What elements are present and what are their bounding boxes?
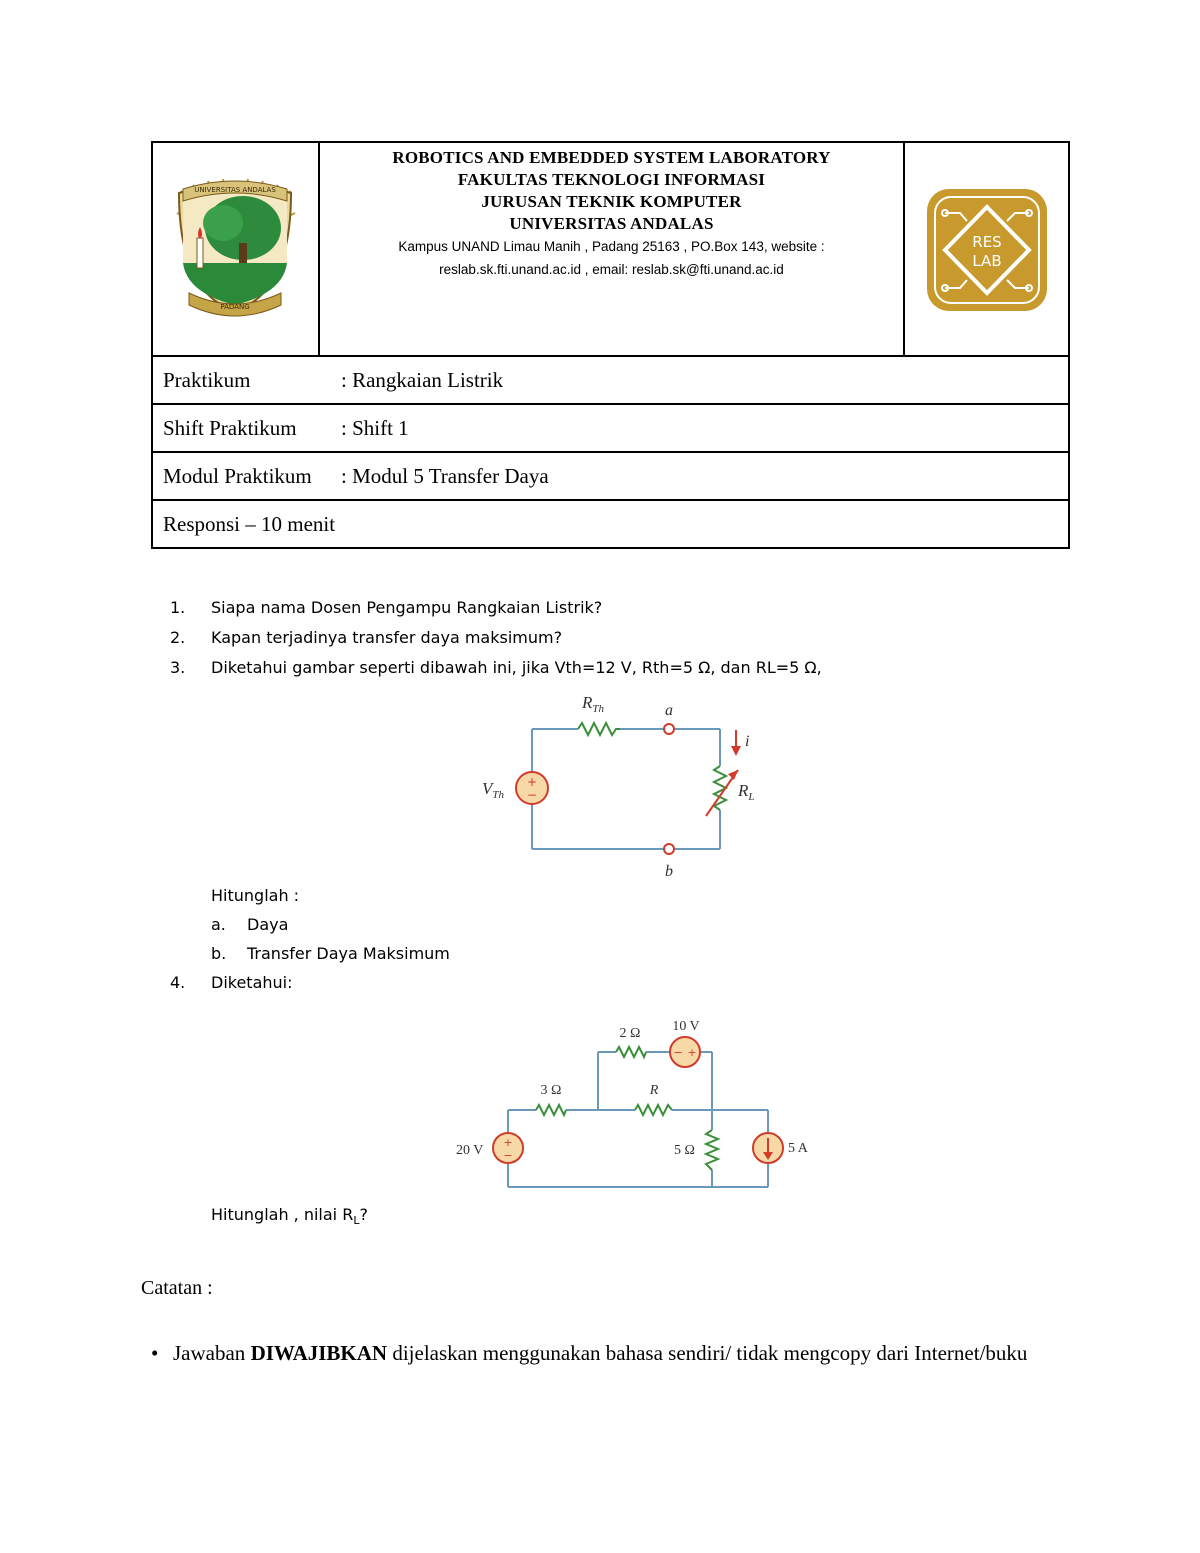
current-label: i — [745, 733, 750, 750]
faculty-name: FAKULTAS TEKNOLOGI INFORMASI — [457, 170, 766, 189]
r2-label: 2 Ω — [619, 1026, 641, 1041]
circuit-2 — [450, 1012, 830, 1197]
department-name: JURUSAN TEKNIK KOMPUTER — [481, 192, 742, 211]
reslab-logo-cell — [904, 142, 1069, 356]
current-arrow-icon — [731, 746, 741, 756]
minus-sign: − — [503, 1149, 513, 1162]
v10-label: 10 V — [672, 1019, 700, 1034]
notes-title: Catatan : — [141, 1277, 213, 1299]
logo-top-text: UNIVERSITAS ANDALAS — [194, 186, 276, 194]
info-value: : Modul 5 Transfer Daya — [341, 463, 549, 488]
reslab-text-2: LAB — [972, 252, 1002, 270]
bullet-icon: • — [151, 1341, 159, 1365]
i5-label: 5 A — [788, 1141, 808, 1156]
question-text: Diketahui: — [211, 973, 293, 992]
note-item — [151, 1334, 1060, 1372]
terminal-a — [664, 724, 674, 734]
rth-resistor — [578, 723, 620, 735]
header-title-cell — [319, 142, 904, 356]
vth-label: $V_{Th}$ — [482, 779, 505, 801]
question-number: 2. — [170, 628, 186, 647]
q4-suffix: ? — [359, 1205, 368, 1224]
question-2 — [170, 628, 562, 647]
item-letter: a. — [211, 915, 226, 934]
info-row-modul — [152, 452, 1069, 500]
info-value: : Rangkaian Listrik — [341, 367, 504, 392]
node-b-label: b — [665, 863, 673, 880]
q3-intro: Hitunglah : — [211, 886, 300, 905]
q3-item-a — [211, 915, 288, 934]
rl-label: $R_L$ — [738, 781, 755, 803]
q3-item-b — [211, 944, 450, 963]
info-row-shift — [152, 404, 1069, 452]
plus-sign: + — [503, 1136, 513, 1149]
minus-sign: − — [673, 1046, 683, 1059]
question-4 — [170, 973, 293, 992]
resistor-r — [635, 1105, 672, 1115]
plus-sign: + — [687, 1046, 697, 1059]
header-table — [151, 141, 1070, 549]
question-number: 3. — [170, 658, 186, 677]
r-label: R — [649, 1083, 659, 1098]
r5-label: 5 Ω — [674, 1143, 695, 1158]
question-3 — [170, 658, 822, 677]
university-andalas-logo — [153, 143, 318, 355]
logo-bottom-text: PADANG — [220, 303, 250, 311]
lab-name: ROBOTICS AND EMBEDDED SYSTEM LABORATORY — [392, 148, 831, 167]
rth-label: $R_{Th}$ — [582, 693, 605, 715]
circuit-1-thevenin — [470, 690, 790, 885]
plus-sign: + — [526, 775, 538, 789]
item-text: Transfer Daya Maksimum — [247, 944, 450, 963]
v20-label: 20 V — [456, 1143, 484, 1158]
q4-followup — [211, 1205, 368, 1227]
resistor-3ohm — [536, 1105, 566, 1115]
terminal-b — [664, 844, 674, 854]
question-text: Siapa nama Dosen Pengampu Rangkaian Listrik? — [211, 598, 603, 617]
question-1 — [170, 598, 602, 617]
resistor-5ohm — [706, 1130, 718, 1170]
reslab-text-1: RES — [972, 233, 1002, 251]
note-text-bold: DIWAJIBKAN — [250, 1341, 388, 1365]
info-label: Modul Praktikum — [163, 463, 312, 488]
info-value: : Shift 1 — [341, 415, 409, 440]
info-label: Praktikum — [163, 367, 251, 392]
r3-label: 3 Ω — [540, 1083, 562, 1098]
minus-sign: − — [526, 788, 538, 802]
q4-subscript: L — [353, 1214, 360, 1228]
info-label: Shift Praktikum — [163, 415, 297, 440]
question-number: 4. — [170, 973, 186, 992]
university-name: UNIVERSITAS ANDALAS — [509, 214, 714, 233]
university-logo-cell — [152, 142, 319, 356]
note-text-pre: Jawaban — [173, 1341, 251, 1365]
question-text: Kapan terjadinya transfer daya maksimum? — [211, 628, 563, 647]
address-line-2: reslab.sk.fti.unand.ac.id , email: reslab.sk@fti.unand.ac.id — [439, 262, 784, 277]
info-row-responsi — [152, 500, 1069, 548]
note-text-post: dijelaskan menggunakan bahasa sendiri/ tidak mengcopy dari Internet/buku — [387, 1341, 1028, 1365]
item-letter: b. — [211, 944, 227, 963]
question-number: 1. — [170, 598, 186, 617]
info-row-praktikum — [152, 356, 1069, 404]
resistor-2ohm — [616, 1047, 646, 1057]
q4-text: Hitunglah , nilai R — [211, 1205, 354, 1224]
node-a-label: a — [665, 702, 673, 719]
item-text: Daya — [247, 915, 289, 934]
info-label: Responsi – 10 menit — [163, 511, 336, 536]
address-line-1: Kampus UNAND Limau Manih , Padang 25163 , PO.Box 143, website : — [398, 239, 825, 254]
reslab-logo — [905, 143, 1068, 355]
question-text: Diketahui gambar seperti dibawah ini, jika Vth=12 V, Rth=5 Ω, dan RL=5 Ω, — [211, 658, 822, 677]
